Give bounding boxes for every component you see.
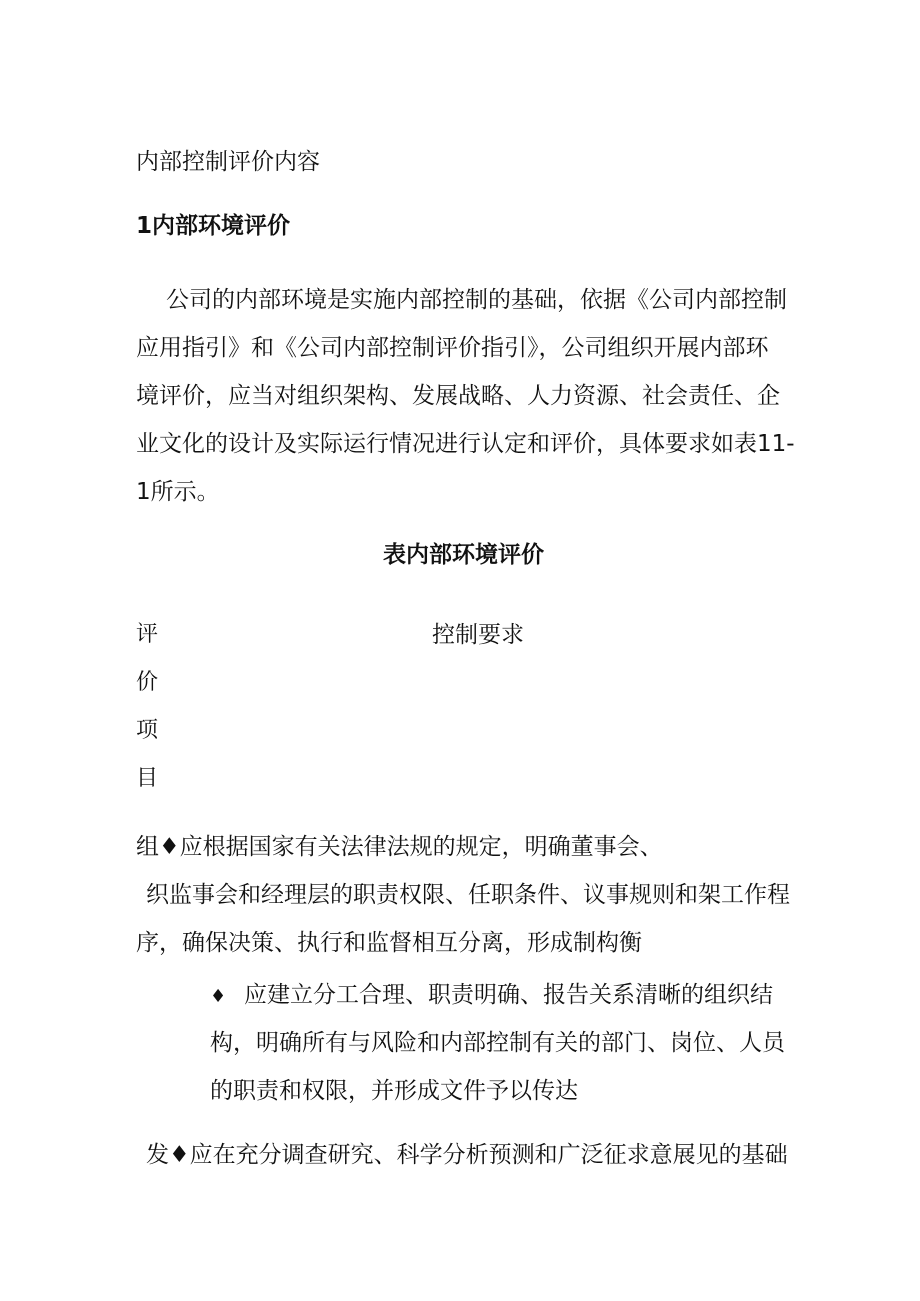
table-row-line: 的职责和权限，并形成文件予以传达 [210,1078,578,1104]
intro-paragraph [136,276,796,516]
col-header-char: 评 [136,622,159,647]
table-row-line: 发♦应在充分调查研究、科学分析预测和广泛征求意展见的基础 [146,1142,788,1168]
col-header-char: 目 [136,766,159,791]
table-title: 表内部环境评价 [383,542,544,568]
col-header-char: 项 [136,718,159,743]
col-header-control-requirements: 控制要求 [432,622,524,648]
intro-line: 公司的内部环境是实施内部控制的基础，依据《公司内部控制 [166,287,787,313]
intro-line: 应用指引》和《公司内部控制评价指引》，公司组织开展内部环 [136,335,769,361]
table-row-line: 织监事会和经理层的职责权限、任职条件、议事规则和架工作程 [146,882,790,908]
section-title: 1内部环境评价 [136,213,291,239]
col-header-evaluation-item [136,620,164,812]
table-row-line: 构，明确所有与风险和内部控制有关的部门、岗位、人员 [210,1030,785,1056]
intro-line: 业文化的设计及实际运行情况进行认定和评价，具体要求如表11- [136,431,795,457]
bullet-icon: ♦ [210,986,227,1007]
col-header-char: 价 [136,670,159,695]
intro-line: 境评价，应当对组织架构、发展战略、人力资源、社会责任、企 [136,383,780,409]
table-row-line: 组♦应根据国家有关法律法规的规定，明确董事会、 [136,834,663,860]
page-heading: 内部控制评价内容 [136,149,320,175]
table-row-line: 应建立分工合理、职责明确、报告关系清晰的组织结 [244,982,773,1008]
intro-line: 1所示。 [136,479,220,505]
table-row-line: 序，确保决策、执行和监督相互分离，形成制构衡 [136,930,642,956]
